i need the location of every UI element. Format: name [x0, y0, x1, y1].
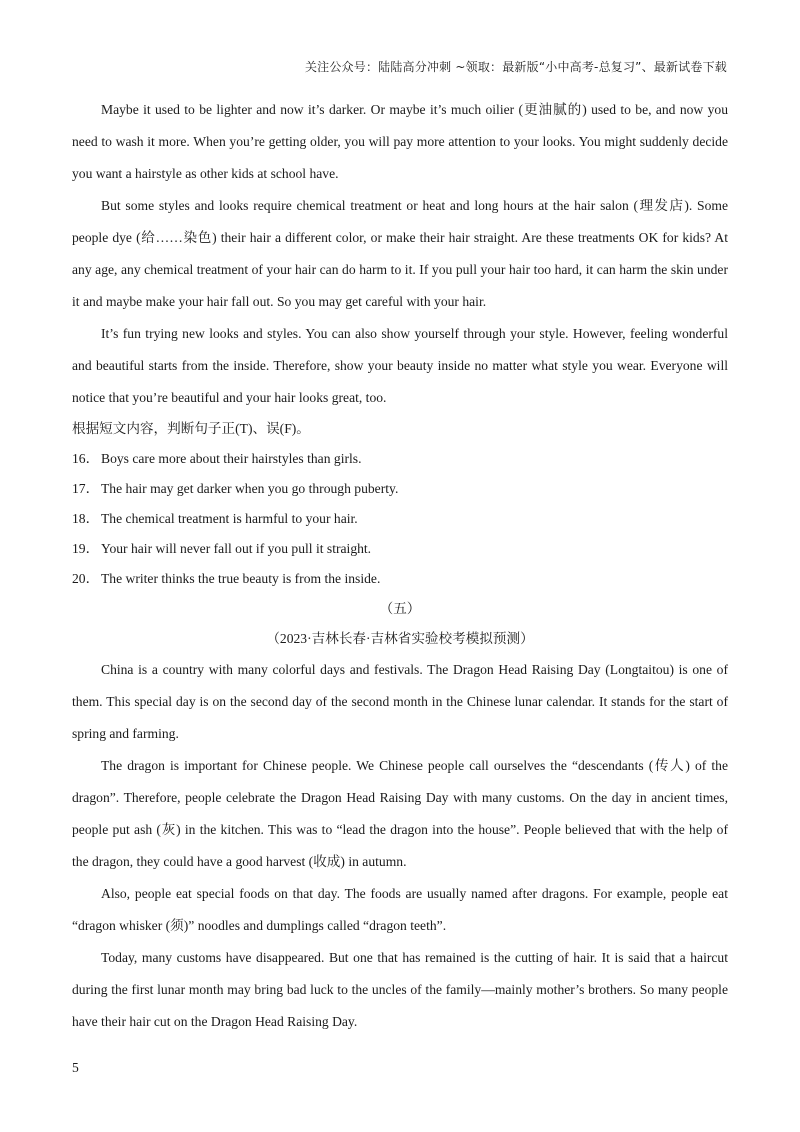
- question-number: 17．: [72, 481, 100, 496]
- passage-four-paragraph-1: Maybe it used to be lighter and now it’s darker. Or maybe it’s much oilier (更油腻的) used to be, and now you need to wash it more. When you’re getting older, you will pay more attention to your looks. You might suddenly decide you want a hairstyle as other kids at school have.: [72, 102, 728, 181]
- passage-five-paragraph-3: Also, people eat special foods on that day. The foods are usually named after dragons. For example, people eat “dragon whisker (须)” noodles and dumplings called “dragon teeth”.: [72, 886, 728, 933]
- document-body: [72, 94, 728, 1038]
- question-number: 19．: [72, 541, 100, 556]
- question-text: The hair may get darker when you go through puberty.: [101, 481, 399, 496]
- section-source: （2023·吉林长春·吉林省实验校考模拟预测）: [266, 631, 534, 646]
- passage-five-paragraph-1: China is a country with many colorful days and festivals. The Dragon Head Raising Day (Longtaitou) is one of them. This special day is on the second day of the second month in the Chinese lunar calendar. It stands for the start of spring and farming.: [72, 662, 728, 741]
- question-text: The writer thinks the true beauty is from the inside.: [101, 571, 381, 586]
- question-number: 20．: [72, 571, 100, 586]
- question-number: 18．: [72, 511, 100, 526]
- question-text: The chemical treatment is harmful to your hair.: [101, 511, 358, 526]
- question-instruction: 根据短文内容，判断句子正(T)、误(F)。: [72, 421, 310, 436]
- passage-four-paragraph-3: It’s fun trying new looks and styles. You can also show yourself through your style. However, feeling wonderful and beautiful starts from the inside. Therefore, show your beauty inside no matter what style you wear. Everyone will notice that you’re beautiful and your hair looks great, too.: [72, 326, 728, 405]
- question-item: [72, 534, 728, 564]
- question-item: [72, 564, 728, 594]
- question-text: Boys care more about their hairstyles than girls.: [101, 451, 362, 466]
- question-text: Your hair will never fall out if you pull it straight.: [101, 541, 372, 556]
- question-item: [72, 504, 728, 534]
- section-label: （五）: [379, 601, 421, 616]
- question-number: 16．: [72, 451, 100, 466]
- passage-five-paragraph-2: The dragon is important for Chinese people. We Chinese people call ourselves the “descendants (传人) of the dragon”. Therefore, people celebrate the Dragon Head Raising Day with many customs. On the day in ancient times, people put ash (灰) in the kitchen. This was to “lead the dragon into the house”. People believed that with the help of the dragon, they could have a good harvest (收成) in autumn.: [72, 758, 728, 869]
- page-number: 5: [72, 1060, 79, 1075]
- question-item: [72, 444, 728, 474]
- passage-five-paragraph-4: Today, many customs have disappeared. But one that has remained is the cutting of hair. It is said that a haircut during the first lunar month may bring bad luck to the uncles of the family—mainly mother’s brothers. So many people have their hair cut on the Dragon Head Raising Day.: [72, 950, 728, 1029]
- passage-four-paragraph-2: But some styles and looks require chemical treatment or heat and long hours at the hair salon (理发店). Some people dye (给……染色) their hair a different color, or make their hair straight. Are these treatments OK for kids? At any age, any chemical treatment of your hair can do harm to it. If you pull your hair too hard, it can harm the skin under it and maybe make your hair fall out. So you may get careful with your hair.: [72, 198, 728, 309]
- question-item: [72, 474, 728, 504]
- page-header: 关注公众号：陆陆高分冲刺 ~领取：最新版“小中高考-总复习”、最新试卷下载: [304, 60, 727, 74]
